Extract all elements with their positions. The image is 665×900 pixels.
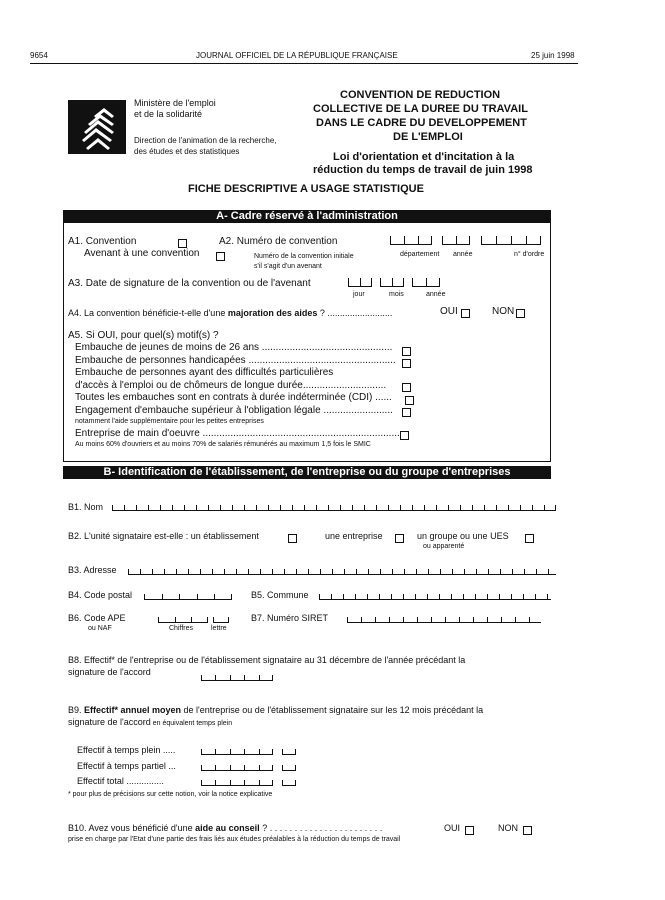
a5-item-jeunes: Embauche de jeunes de moins de 26 ans ...............................................	[75, 342, 393, 353]
b1-label: B1. Nom	[68, 502, 104, 512]
a4-oui-label: OUI	[440, 306, 458, 317]
b6-chiffres-caption: Chiffres	[169, 625, 193, 632]
b9-temps-partiel-decimal-input[interactable]	[282, 762, 296, 771]
b10-oui-label: OUI	[444, 823, 461, 833]
a2-ordre-input[interactable]	[481, 236, 541, 245]
b9-temps-plein-input[interactable]	[201, 746, 273, 755]
a5-item-handicapes: Embauche de personnes handicapées .....................................................	[75, 355, 396, 366]
b10-non-label: NON	[498, 823, 518, 833]
direction-line2: des études et des statistiques	[134, 147, 240, 156]
b2-label: B2. L'unité signataire est-elle : un établissement	[68, 531, 259, 541]
a2-departement-caption: département	[400, 251, 440, 258]
b9-temps-plein-decimal-input[interactable]	[282, 746, 296, 755]
b10-note: prise en charge par l'Etat d'une partie des frais liés aux études préalables à la réduction du temps de travail	[68, 836, 401, 843]
title-line2: COLLECTIVE DE LA DUREE DU TRAVAIL	[313, 103, 528, 115]
title-line1: CONVENTION DE REDUCTION	[340, 89, 501, 101]
b8-text-line1: B8. Effectif* de l'entreprise ou de l'établissement signataire au 31 décembre de l'année précédant la	[68, 655, 466, 665]
a5-item-difficultes-line2: d'accès à l'emploi ou de chômeurs de longue durée..............................	[75, 380, 387, 391]
a4-non-checkbox[interactable]	[516, 309, 525, 318]
a3-mois-input[interactable]	[380, 278, 404, 287]
b4-code-postal-input[interactable]	[144, 591, 232, 600]
b8-effectif-input[interactable]	[201, 672, 273, 681]
b9-temps-partiel-input[interactable]	[201, 762, 273, 771]
ministry-name-line2: et de la solidarité	[134, 109, 203, 119]
a3-label: A3. Date de signature de la convention ou de l'avenant	[68, 278, 311, 289]
b7-siret-input[interactable]	[347, 614, 541, 623]
a3-jour-caption: jour	[353, 291, 365, 298]
a1-label: A1. Convention	[68, 236, 137, 247]
section-a-heading: A- Cadre réservé à l'administration	[63, 210, 551, 223]
b10-oui-checkbox[interactable]	[465, 826, 474, 835]
b6-label: B6. Code APE	[68, 613, 126, 623]
title-line3: DANS LE CADRE DU DEVELOPPEMENT	[316, 117, 527, 129]
a4-question: A4. La convention bénéficie-t-elle d'une majoration des aides ? ..........................	[68, 308, 393, 318]
a5-item-cdi: Toutes les embauches sont en contrats à durée indéterminée (CDI) ......	[75, 392, 392, 403]
b5-label: B5. Commune	[251, 590, 309, 600]
b9-text-line1: B9. Effectif* annuel moyen de l'entreprise ou de l'établissement signataire sur les 12 mois précédant la	[68, 705, 484, 715]
a2-label: A2. Numéro de convention	[219, 236, 338, 247]
a5-item-difficultes-line1: Embauche de personnes ayant des difficultés particulières	[75, 367, 334, 378]
b2-groupe-label: un groupe ou une UES	[417, 531, 509, 541]
b2-apparente-note: ou apparenté	[423, 543, 465, 550]
b8-text-line2: signature de l'accord	[68, 667, 151, 677]
b9-total-label: Effectif total ...............	[77, 776, 164, 786]
a4-non-label: NON	[492, 306, 515, 317]
b9-total-decimal-input[interactable]	[282, 777, 296, 786]
fiche-title: FICHE DESCRIPTIVE A USAGE STATISTIQUE	[188, 183, 424, 195]
header-rule	[30, 63, 578, 64]
a5-question: A5. Si OUI, pour quel(s) motif(s) ?	[68, 330, 219, 341]
a1-avenant-checkbox[interactable]	[216, 252, 225, 261]
a1-convention-checkbox[interactable]	[178, 239, 187, 248]
journal-title: JOURNAL OFFICIEL DE LA RÉPUBLIQUE FRANÇAISE	[196, 51, 398, 60]
a5-main-oeuvre-checkbox[interactable]	[400, 431, 409, 440]
page-number: 9654	[30, 51, 48, 60]
ministry-name-line1: Ministère de l'emploi	[134, 98, 216, 108]
b6-ape-chiffres-input[interactable]	[158, 614, 208, 623]
direction-line1: Direction de l'animation de la recherche,	[134, 136, 277, 145]
a2-annee-input[interactable]	[442, 236, 470, 245]
b2-entreprise-checkbox[interactable]	[395, 534, 404, 543]
a3-annee-caption: année	[426, 291, 446, 298]
ministry-logo-icon	[68, 100, 126, 154]
a5-difficultes-checkbox[interactable]	[402, 383, 411, 392]
b9-text-line2: signature de l'accord en équivalent temps plein	[68, 717, 233, 727]
title-line4: DE L'EMPLOI	[393, 131, 463, 143]
b9-temps-plein-label: Effectif à temps plein .....	[77, 745, 176, 755]
b7-label: B7. Numéro SIRET	[251, 613, 329, 623]
b2-groupe-checkbox[interactable]	[525, 534, 534, 543]
section-b-heading: B- Identification de l'établissement, de l'entreprise ou du groupe d'entreprises	[63, 466, 551, 479]
b3-label: B3. Adresse	[68, 565, 117, 575]
a5-item-engagement: Engagement d'embauche supérieur à l'obligation légale .........................	[75, 405, 393, 416]
b10-non-checkbox[interactable]	[523, 826, 532, 835]
b2-etablissement-checkbox[interactable]	[288, 534, 297, 543]
a3-annee-input[interactable]	[412, 278, 440, 287]
a2-ordre-caption: n° d'ordre	[514, 251, 545, 258]
a2-annee-caption: année	[453, 251, 473, 258]
a5-engagement-checkbox[interactable]	[402, 408, 411, 417]
a5-cdi-checkbox[interactable]	[405, 396, 414, 405]
b9-total-input[interactable]	[201, 777, 273, 786]
law-line2: réduction du temps de travail de juin 1998	[313, 164, 533, 176]
a2-note-line2: s'il s'agit d'un avenant	[254, 263, 322, 270]
a5-item-main-oeuvre-note: Au moins 60% d'ouvriers et au moins 70% de salariés rémunérés au maximum 1,5 fois le SMIC	[75, 441, 371, 448]
a5-item-engagement-note: notamment l'aide supplémentaire pour les petites entreprises	[75, 418, 264, 425]
a2-departement-input[interactable]	[390, 236, 432, 245]
b2-entreprise-label: une entreprise	[325, 531, 383, 541]
a2-note-line1: Numéro de la convention initiale	[254, 253, 354, 260]
b6-ape-lettre-input[interactable]	[213, 614, 229, 623]
issue-date: 25 juin 1998	[531, 51, 575, 60]
b1-nom-input[interactable]	[112, 502, 556, 511]
b4-label: B4. Code postal	[68, 590, 133, 600]
b3-adresse-input[interactable]	[128, 566, 556, 575]
b5-commune-input[interactable]	[319, 591, 551, 600]
a1-avenant-label: Avenant à une convention	[84, 248, 200, 259]
a5-item-main-oeuvre: Entreprise de main d'oeuvre .......................................................................	[75, 428, 400, 439]
a4-oui-checkbox[interactable]	[461, 309, 470, 318]
b9-footnote: * pour plus de précisions sur cette notion, voir la notice explicative	[68, 791, 273, 798]
b10-question: B10. Avez vous bénéficié d'une aide au conseil ? . . . . . . . . . . . . . . . . . . . . . . .	[68, 823, 383, 833]
b6-naf-note: ou NAF	[88, 625, 112, 632]
a5-jeunes-checkbox[interactable]	[402, 347, 411, 356]
b9-temps-partiel-label: Effectif à temps partiel ...	[77, 761, 176, 771]
a5-handicapes-checkbox[interactable]	[402, 359, 411, 368]
a3-mois-caption: mois	[389, 291, 404, 298]
a3-jour-input[interactable]	[348, 278, 372, 287]
law-line1: Loi d'orientation et d'incitation à la	[333, 151, 515, 163]
b6-lettre-caption: lettre	[211, 625, 227, 632]
